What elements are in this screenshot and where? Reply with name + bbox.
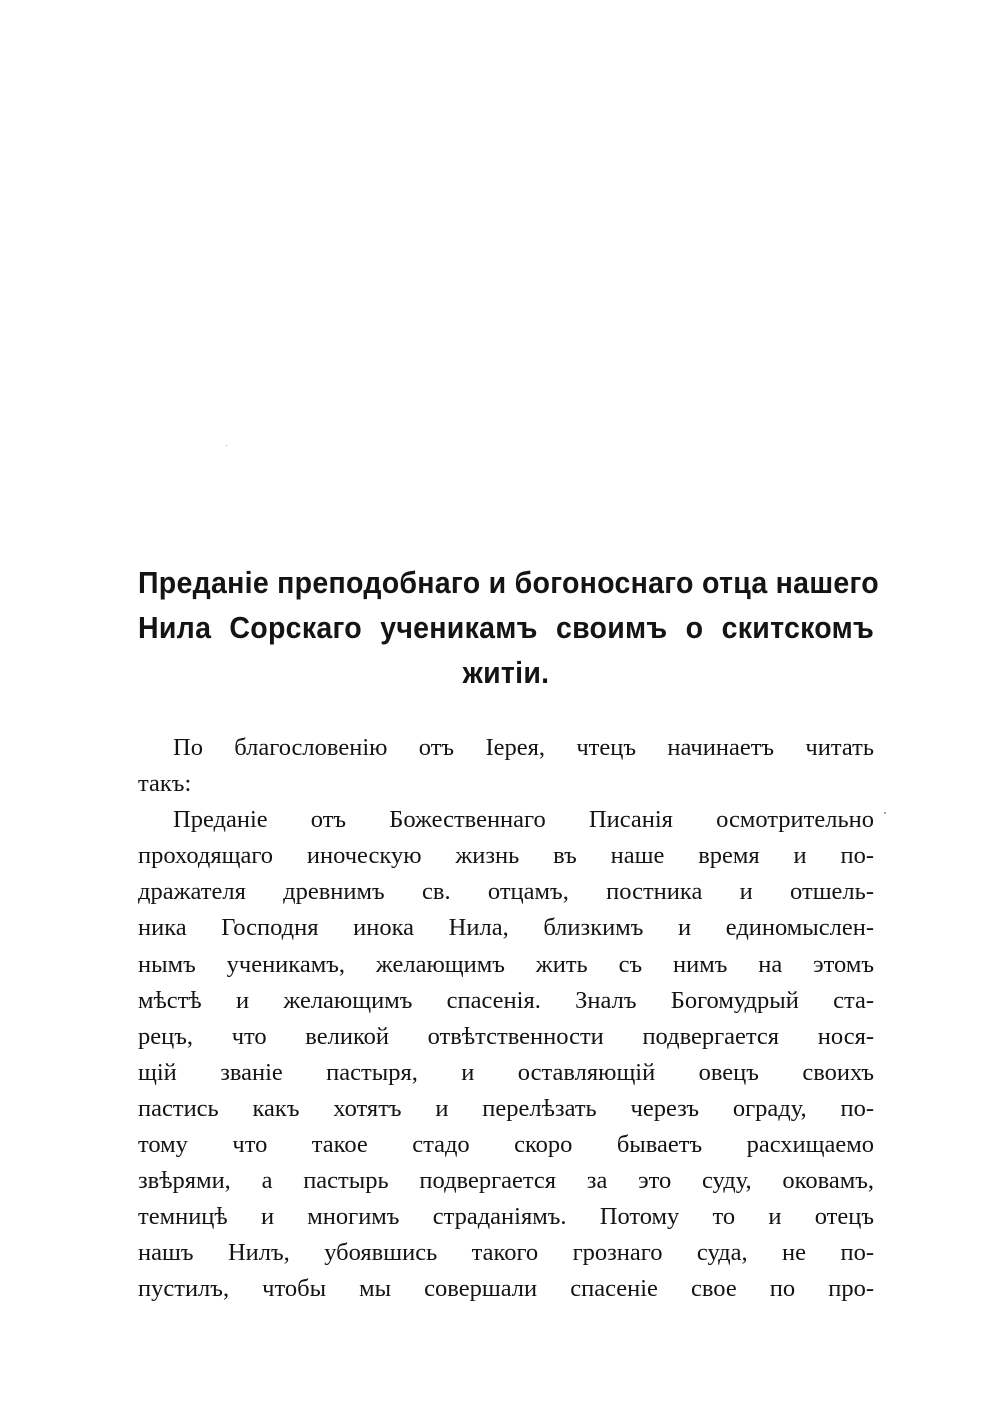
text-line: Преданіе отъ Божественнаго Писанія осмотрительно	[173, 806, 874, 834]
text-line: дражателя древнимъ св. отцамъ, постника и отшель-	[138, 878, 874, 906]
text-line: пастись какъ хотятъ и перелѣзать черезъ ограду, по-	[138, 1094, 874, 1122]
text-line: звѣрями, а пастырь подвергается за это суду, оковамъ,	[138, 1167, 874, 1195]
text-line: такъ:	[138, 770, 192, 798]
scan-speck	[884, 812, 886, 814]
text-line: пустилъ, чтобы мы совершали спасеніе свое по про-	[138, 1275, 874, 1303]
text-line: щій званіе пастыря, и оставляющій овецъ своихъ	[138, 1058, 874, 1086]
text-line: тому что такое стадо скоро бываетъ расхищаемо	[138, 1131, 874, 1159]
text-line: мѣстѣ и желающимъ спасенія. Зналъ Богомудрый ста-	[138, 986, 874, 1014]
text-line: ника Господня инока Нила, близкимъ и единомыслен-	[138, 914, 874, 942]
scan-speck	[226, 445, 227, 446]
chapter-title	[138, 560, 879, 695]
title-line: житіи.	[462, 655, 550, 690]
text-line: рецъ, что великой отвѣтственности подвергается нося-	[138, 1022, 874, 1050]
text-line: нымъ ученикамъ, желающимъ жить съ нимъ на этомъ	[138, 950, 874, 978]
text-line: темницѣ и многимъ страданіямъ. Потому то и отецъ	[138, 1203, 874, 1231]
title-line: Нила Сорскаго ученикамъ своимъ о скитскомъ	[138, 610, 875, 645]
text-line: нашъ Нилъ, убоявшись такого грознаго суда, не по-	[138, 1239, 874, 1267]
body-paragraphs	[138, 730, 874, 1308]
text-line: По благословенію отъ Іерея, чтецъ начинаетъ читать	[173, 734, 874, 761]
title-line: Преданіе преподобнаго и богоноснаго отца нашего	[138, 565, 879, 600]
text-line: проходящаго иноческую жизнь въ наше время и по-	[138, 842, 874, 870]
